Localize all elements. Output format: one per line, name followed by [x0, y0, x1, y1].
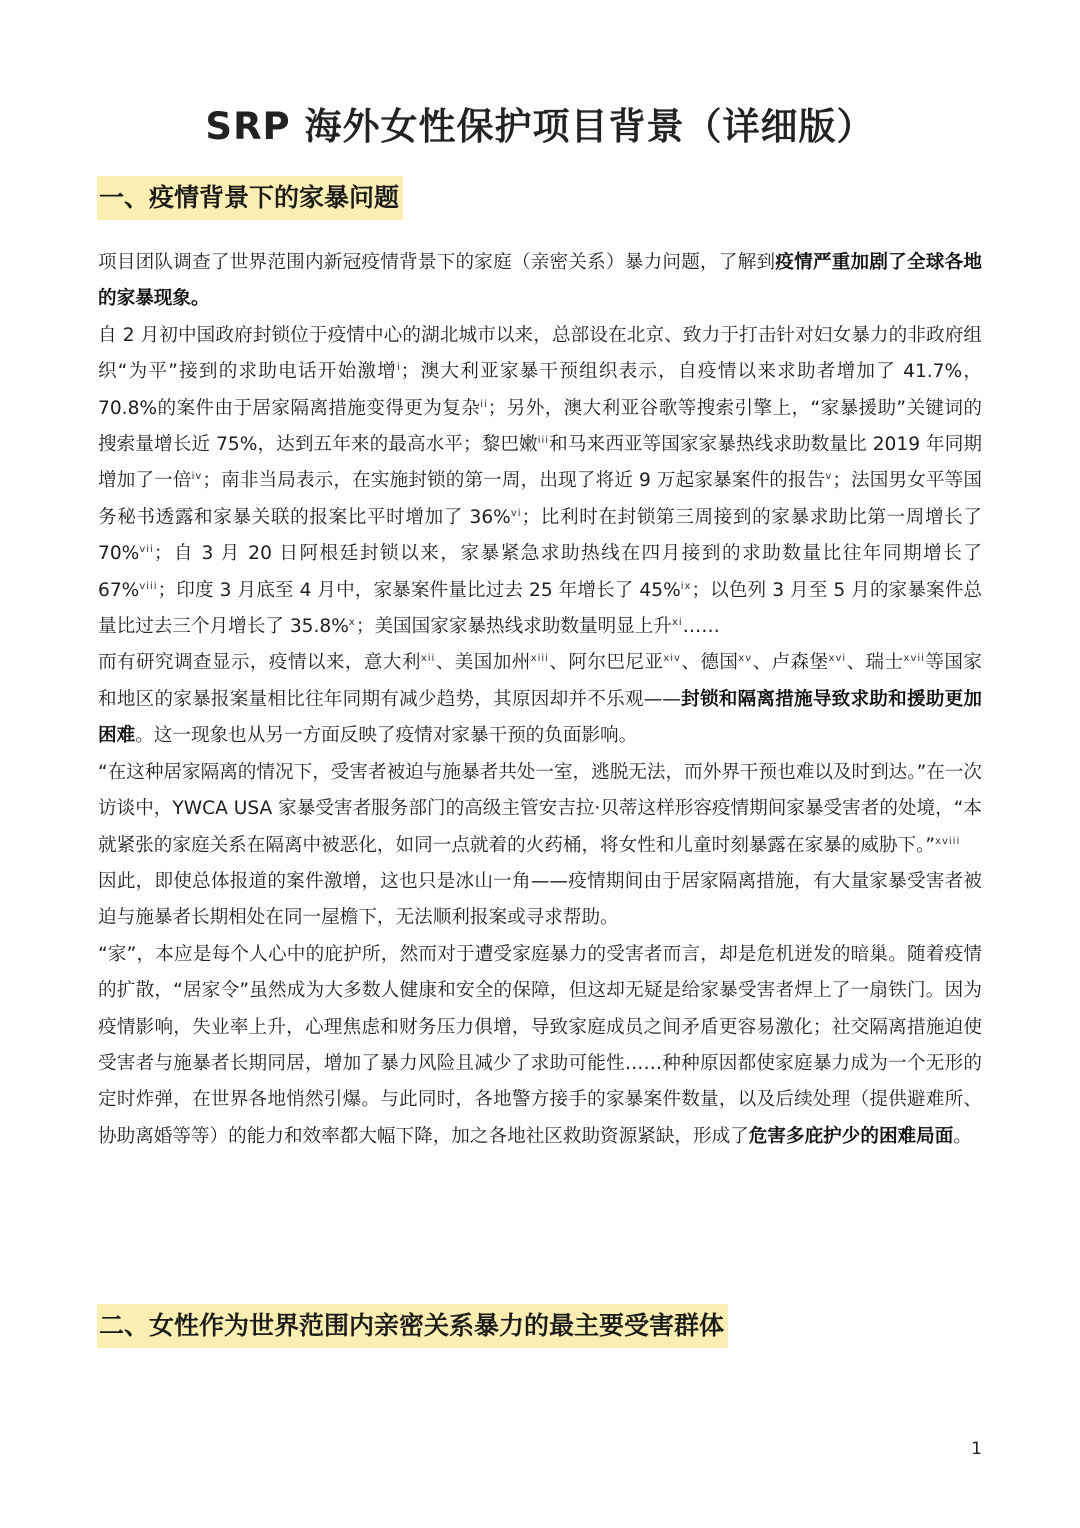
paragraph-3-text: 、阿尔巴尼亚: [548, 652, 664, 674]
footnote-ref[interactable]: xii: [420, 653, 436, 665]
footnote-ref[interactable]: vii: [139, 544, 154, 556]
footnote-ref[interactable]: xvi: [828, 653, 847, 665]
paragraph-2-text: ；另外，澳大利亚谷歌等搜索引擎上，“家暴援助”关键词的搜索量增长近 75%，达到五年来的最高水平；黎巴嫩: [98, 397, 982, 456]
footnote-ref[interactable]: v: [825, 471, 833, 483]
footnote-ref[interactable]: xvii: [903, 653, 925, 665]
footnote-ref[interactable]: i: [397, 362, 401, 374]
paragraph-4-text: “在这种居家隔离的情况下，受害者被迫与施暴者共处一室，逃脱无法，而外界干预也难以及时到达。”在一次访谈中，YWCA USA 家暴受害者服务部门的高级主管安吉拉·贝蒂这样形容疫情期间家暴受害者的处境，“本就紧张的家庭关系在隔离中被恶化，如同一点就着的火药桶，将女性和儿童时刻暴露在家暴的威胁下。”: [98, 761, 982, 856]
paragraph-2-text: ；南非当局表示，在实施封锁的第一周，出现了将近 9 万起家暴案件的报告: [202, 470, 826, 492]
paragraph-2-text: ；比利时在封锁第三周接到的家暴求助比第一周增长了 70%: [98, 506, 982, 565]
paragraph-3-text: 、卢森堡: [752, 652, 829, 674]
footnote-ref[interactable]: xiv: [663, 653, 681, 665]
paragraph-2-text: ；澳大利亚家暴干预组织表示，自疫情以来求助者增加了 41.7%，70.8%的案件由于居家隔离措施变得更为复杂: [98, 361, 982, 419]
footnote-ref[interactable]: ix: [680, 580, 692, 592]
paragraph-6-emphasis: 危害多庇护少的困难局面: [748, 1125, 954, 1147]
paragraph-1-emphasis: 疫情严重加剧了全球各地的家暴现象。: [98, 252, 982, 310]
paragraph-2-text: 和马来西亚等国家家暴热线求助数量比 2019 年同期增加了一倍: [98, 434, 982, 492]
paragraph-3-text: 。这一现象也从另一方面反映了疫情对家暴干预的负面影响。: [135, 725, 638, 747]
paragraph-3-text: 、德国: [680, 652, 739, 674]
paragraph-2-text: ；法国男女平等国务秘书透露和家暴关联的报案比平时增加了 36%: [98, 470, 982, 528]
footnote-ref[interactable]: xv: [738, 653, 753, 665]
paragraph-2-text: ……: [682, 616, 720, 638]
footnote-ref[interactable]: iv: [191, 471, 203, 483]
paragraph-3-text: 而有研究调查显示，疫情以来，意大利: [98, 652, 421, 674]
paragraph-6-text: “家”，本应是每个人心中的庇护所，然而对于遭受家庭暴力的受害者而言，却是危机迸发的暗巢。随着疫情的扩散，“居家令”虽然成为大多数人健康和安全的保障，但这却无疑是给家暴受害者焊上了一扇铁门。因为疫情影响，失业率上升，心理焦虑和财务压力俱增，导致家庭成员之间矛盾更容易激化；社交隔离措施迫使受害者与施暴者长期同居，增加了暴力风险且减少了求助可能性……种种原因都使家庭暴力成为一个无形的定时炸弹，在世界各地悄然引爆。与此同时，各地警方接手的家暴案件数量，以及后续处理（提供避难所、协助离婚等等）的能力和效率都大幅下降，加之各地社区救助资源紧缺，形成了: [98, 943, 982, 1147]
paragraph-4: [98, 755, 982, 864]
paragraph-2-text: 自 2 月初中国政府封锁位于疫情中心的湖北城市以来，总部设在北京、致力于打击针对妇女暴力的非政府组织“为平”接到的求助电话开始激增: [98, 324, 982, 383]
paragraph-2-text: ；印度 3 月底至 4 月中，家暴案件量比过去 25 年增长了 45%: [157, 579, 681, 601]
paragraph-1: [98, 245, 982, 318]
paragraph-1-text: 项目团队调查了世界范围内新冠疫情背景下的家庭（亲密关系）暴力问题，了解到: [98, 252, 776, 273]
page-number: 1: [971, 1439, 982, 1459]
footnote-ref[interactable]: iii: [537, 434, 550, 446]
paragraph-3-text: 等国家和地区的家暴报案量相比往年同期有减少趋势，其原因却并不乐观——: [98, 652, 982, 710]
footnote-ref[interactable]: xiii: [530, 653, 549, 665]
footnote-ref[interactable]: x: [348, 616, 356, 628]
section-heading-2: 二、女性作为世界范围内亲密关系暴力的最主要受害群体: [97, 1304, 728, 1348]
paragraph-2-text: ；以色列 3 月至 5 月的家暴案件总量比过去三个月增长了 35.8%: [98, 579, 982, 638]
paragraph-6-text: 。: [953, 1125, 972, 1147]
document-title: SRP 海外女性保护项目背景（详细版）: [205, 105, 875, 148]
footnote-ref[interactable]: ii: [480, 398, 488, 410]
paragraph-2-text: ；自 3 月 20 日阿根廷封锁以来，家暴紧急求助热线在四月接到的求助数量比往年同期增长了 67%: [98, 543, 982, 601]
paragraph-3-emphasis: 封锁和隔离措施导致求助和援助更加困难: [98, 688, 982, 747]
paragraph-5-text: 因此，即使总体报道的案件激增，这也只是冰山一角——疫情期间由于居家隔离措施，有大量家暴受害者被迫与施暴者长期相处在同一屋檐下，无法顺利报案或寻求帮助。: [98, 870, 982, 929]
section-heading-1: 一、疫情背景下的家暴问题: [97, 176, 403, 220]
paragraph-6: [98, 937, 982, 1155]
section-1-body: [98, 245, 982, 1155]
paragraph-3: [98, 645, 982, 754]
paragraph-5: [98, 864, 982, 937]
footnote-ref[interactable]: vi: [510, 507, 522, 519]
paragraph-3-text: 、美国加州: [435, 652, 531, 674]
footnote-ref[interactable]: xi: [671, 616, 683, 628]
paragraph-2-text: ；美国国家家暴热线求助数量明显上升: [355, 616, 672, 638]
paragraph-2: [98, 318, 982, 646]
paragraph-3-text: 、瑞士: [846, 652, 904, 674]
footnote-ref[interactable]: xviii: [935, 835, 961, 847]
footnote-ref[interactable]: viii: [139, 580, 158, 592]
